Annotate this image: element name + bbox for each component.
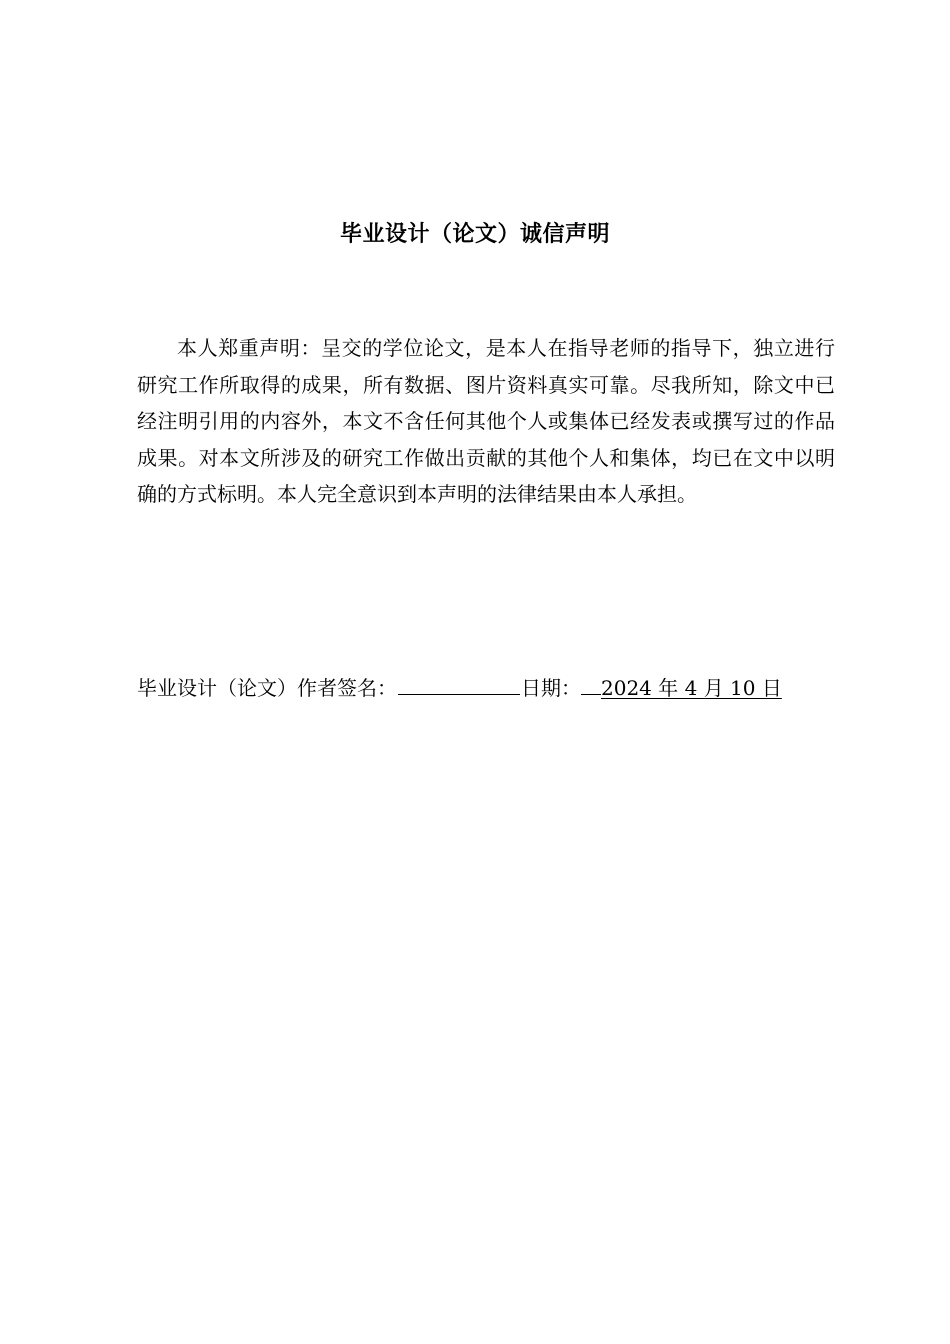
author-signature-blank — [398, 672, 520, 695]
declaration-paragraph: 本人郑重声明：呈交的学位论文，是本人在指导老师的指导下，独立进行研究工作所取得的成果，所有数据、图片资料真实可靠。尽我所知，除文中已经注明引用的内容外，本文不含任何其他个人或集体已经发表或撰写过的作品成果。对本文所涉及的研究工作做出贡献的其他个人和集体，均已在文中以明确的方式标明。本人完全意识到本声明的法律结果由本人承担。 — [137, 336, 835, 507]
document-title: 毕业设计（论文）诚信声明 — [339, 222, 610, 247]
signature-line — [137, 671, 857, 705]
date-value: 2024 年 4 月 10 日 — [601, 676, 782, 700]
date-label: 日期： — [521, 676, 581, 700]
author-signature-label: 毕业设计（论文）作者签名： — [137, 676, 397, 700]
date-leading-blank — [581, 672, 601, 695]
